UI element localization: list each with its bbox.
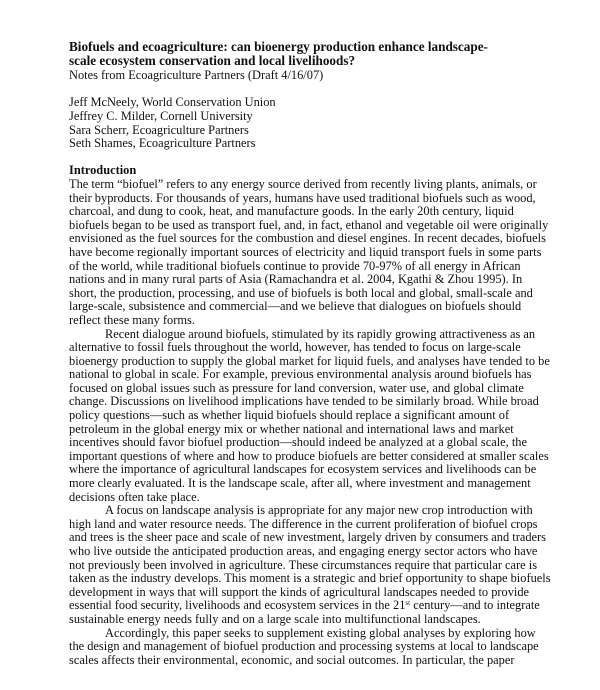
text-line: large-scale, subsistence and commercial—and we believe that dialogues on biofuels should (69, 299, 522, 314)
text-line: national to global in scale. For example, previous environmental analysis around biofuels has (69, 367, 532, 382)
text-line: policy questions—such as whether liquid biofuels should replace a significant amount of (69, 408, 510, 423)
text-line: change. Discussions on livelihood implications have tended to be similarly broad. While broad (69, 394, 539, 409)
text-line: incentives should favor biofuel production—should indeed be analyzed at a global scale, the (69, 435, 527, 450)
text-line: Recent dialogue around biofuels, stimulated by its rapidly growing attractiveness as an (105, 326, 536, 341)
author-item: Jeffrey C. Milder, Cornell University (69, 109, 253, 123)
author-item: Seth Shames, Ecoagriculture Partners (69, 136, 256, 151)
text-line: bioenergy production to supply the global market for liquid fuels, and analyses have tended to be (69, 353, 550, 368)
text-line: where the importance of agricultural landscapes for ecosystem services and livelihoods can be (69, 462, 537, 477)
title-line: scale ecosystem conservation and local livelihoods? (69, 53, 356, 69)
paragraph-2 (69, 328, 549, 505)
text-line: and trees is the sheer pace and scale of new investment, largely driven by consumers and traders (69, 530, 546, 545)
document-subtitle: Notes from Ecoagriculture Partners (Draft 4/16/07) (69, 67, 324, 82)
text-line: taken as the industry develops. This moment is a strategic and brief opportunity to shape biofuels (69, 571, 551, 586)
paragraph-1 (69, 178, 549, 328)
text-fragment: essential food security, livelihoods and ecosystem services in the 21 (69, 598, 406, 613)
text-line: more clearly evaluated. It is the landscape scale, after all, where investment and management (69, 476, 531, 491)
document-title (69, 40, 549, 69)
text-line-with-superscript (69, 599, 549, 613)
section-heading: Introduction (69, 163, 137, 178)
text-line: their byproducts. For thousands of years, humans have used traditional biofuels such as wood, (69, 190, 536, 205)
text-line: A focus on landscape analysis is appropriate for any major new crop introduction with (105, 503, 533, 518)
text-line: sustainable energy needs fully and on a large scale into multifunctional landscapes. (69, 611, 481, 626)
text-line: not previously been involved in agriculture. These circumstances require that particular care is (69, 557, 538, 572)
text-line: reflect these many forms. (69, 312, 195, 327)
text-line: envisioned as the fuel sources for the combustion and diesel engines. In recent decades, biofuels (69, 231, 546, 246)
paragraph-4 (69, 627, 549, 668)
author-list (69, 96, 549, 150)
text-line: important questions of where and how to produce biofuels are better considered at smaller scales (69, 448, 549, 463)
text-line: charcoal, and dung to cook, heat, and manufacture goods. In the early 20th century, liquid (69, 204, 514, 219)
text-fragment: century—and to integrate (410, 598, 540, 613)
text-line: decisions often take place. (69, 489, 200, 504)
text-line: who live outside the anticipated production areas, and engaging energy sector actors who have (69, 544, 538, 558)
paragraph-3 (69, 504, 549, 626)
text-line: nations and in many rural parts of Asia (Ramachandra et al. 2004, Kgathi & Zhou 1995). In (69, 272, 523, 287)
title-line: Biofuels and ecoagriculture: can bioenergy production enhance landscape- (69, 39, 488, 54)
text-line: of the world, while traditional biofuels continue to provide 70-97% of all energy in African (69, 258, 521, 273)
text-line: scales affects their environmental, economic, and social outcomes. In particular, the paper (69, 652, 515, 667)
text-line: the design and management of biofuel production and processing systems at local to landscape (69, 639, 539, 654)
text-line: development in ways that will support the kinds of agricultural landscapes needed to provide (69, 584, 530, 599)
text-line: petroleum in the global energy mix or whether national and international laws and market (69, 421, 514, 436)
document-page (69, 40, 549, 667)
text-line: Accordingly, this paper seeks to supplement existing global analyses by exploring how (105, 625, 536, 640)
text-line: focused on global issues such as pressure for land conversion, water use, and global climate (69, 380, 524, 395)
author-item: Jeff McNeely, World Conservation Union (69, 95, 276, 110)
author-item: Sara Scherr, Ecoagriculture Partners (69, 122, 249, 137)
text-line: The term “biofuel” refers to any energy source derived from recently living plants, animals, or (69, 176, 537, 191)
text-line: alternative to fossil fuels throughout the world, however, has tended to focus on large-scale (69, 340, 521, 355)
ordinal-superscript: st (405, 599, 411, 608)
text-line: short, the production, processing, and use of biofuels is both local and global, small-scale and (69, 285, 533, 300)
text-line: have become regionally important sources of electricity and liquid transport fuels in some parts (69, 244, 542, 259)
text-line: biofuels began to be used as transport fuel, and, in fact, ethanol and vegetable oil were originally (69, 217, 549, 232)
text-line: high land and water resource needs. The difference in the current proliferation of biofuel crops (69, 516, 538, 531)
